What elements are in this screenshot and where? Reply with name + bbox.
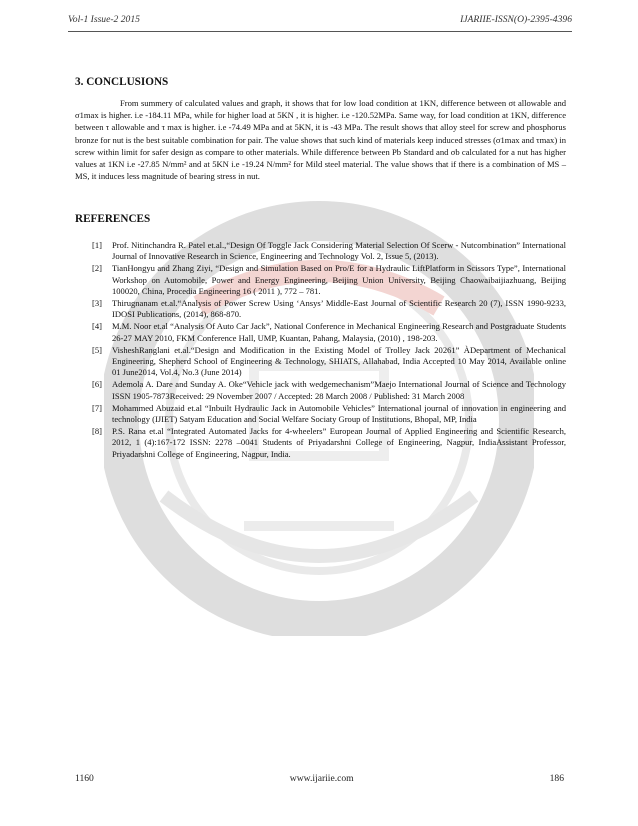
reference-number: [2] (92, 263, 102, 274)
reference-item (92, 298, 566, 320)
reference-number: [7] (92, 402, 102, 413)
reference-text: Ademola A. Dare and Sunday A. Oke“Vehicle jack with wedgemechanism”Maejo International Journal of Science and Technology ISSN 1905-7873Received: 29 November 2007 / Accepted: 28 March 2008 / Published: 31 March 2008 (112, 379, 566, 401)
journal-issn: IJARIIE-ISSN(O)-2395-4396 (460, 14, 572, 25)
reference-item (92, 240, 566, 262)
page-number-left: 1160 (75, 773, 94, 784)
reference-text: M.M. Noor et.al “Analysis Of Auto Car Jack”, National Conference in Mechanical Engineering Research and Postgraduate Students 26-27 MAY 2010, FKM Conference Hall, UMP, Kuantan, Pahang, Malaysia, (2010) , 198-203. (112, 321, 566, 343)
journal-volume: Vol-1 Issue-2 2015 (68, 14, 140, 25)
reference-item (92, 321, 566, 343)
reference-text: Mohammed Abuzaid et.al “Inbuilt Hydraulic Jack in Automobile Vehicles” International journal of innovation in engineering and technology (IJIET) Satyam Education and Social Welfare Sociaty Group of Institutions, Bhopal, MP, India (112, 402, 566, 425)
reference-item (92, 263, 566, 297)
reference-text: TianHongyu and Zhang Ziyi, “Design and Simulation Based on Pro/E for a Hydraulic LiftPlatform in Scissors Type”, International Workshop on Automobile, Power and Energy Engineering, Beijing Union University, Beijing Chaowaibaijiazhuang, Beijing 100020, China, Procedia Engineering 16 ( 2011 ), 772 – 781. (112, 263, 566, 296)
references-heading: REFERENCES (75, 213, 151, 225)
conclusions-heading: 3. CONCLUSIONS (75, 76, 169, 88)
reference-number: [1] (92, 240, 102, 250)
conclusions-paragraph: From summery of calculated values and graph, it shows that for low load condition at 1KN, difference between σt allowable and σ1max is higher. i.e -184.11 MPa, while for higher load at 5KN , it is higher. i.e -120.52MPa. Same way, for load condition at 1KN, difference between τ allowable and τ max is higher. i.e -74.49 MPa and at 5KN, it is -43 MPa. The result shows that alloy steel for screw and phosphorus bronze for nut is the best suitable combination for pair. The value shows that such kind of materials keep induced stresses (σ1max and τmax) in screw within limit for safer design as compare to other materials. While difference between Pb Standard and σb calculated for a nut has higher values at 1KN i.e -27.85 N/mm² and at 5KN i.e -19.24 N/mm² for Mild steel material. The value shows that if there is a combination of MS – MS, it induces less magnitude of bearing stress in nut. (75, 98, 566, 182)
reference-text: VisheshRanglani et.al.“Design and Modification in the Existing Model of Trolley Jack 20261” ÀDepartment of Mechanical Engineering, Shepherd School of Engineering & Technology, SHIATS, Allahabad, India Accepted 10 May 2014, Available online 01 June2014, Vol.4, No.3 (June 2014) (112, 344, 566, 378)
reference-item (92, 403, 566, 425)
reference-number: [5] (92, 344, 102, 355)
reference-number: [6] (92, 379, 102, 390)
page-footer (75, 773, 564, 784)
reference-text: Prof. Nitinchandra R. Patel et.al.,“Design Of Toggle Jack Considering Material Selection Of Scerw - Nutcombination” International Journal of Innovative Research in Science, Engineering and Technology Vol. 2, Issue 5, (2013). (112, 240, 566, 262)
reference-item (92, 379, 566, 401)
reference-text: P.S. Rana et.al “Integrated Automated Jacks for 4-wheelers” European Journal of Applied Engineering and Scientific Research, 2012, 1 (4):167-172 ISSN: 2278 –0041 Students of Priyadarshni College of Engineering, Nagpur, IndiaAssistant Professor, Priyadarshni College of Engineering, Nagpur, India. (112, 426, 566, 459)
reference-text: Thirugnanam et.al.“Analysis of Power Screw Using ‘Ansys’ Middle-East Journal of Scientific Research 20 (7), ISSN 1990-9233, IDOSI Publications, (2014), 868-870. (112, 298, 566, 320)
journal-website: www.ijariie.com (289, 773, 354, 784)
reference-number: [4] (92, 321, 102, 332)
reference-number: [8] (92, 426, 102, 437)
reference-item (92, 345, 566, 379)
reference-item (92, 426, 566, 460)
reference-number: [3] (92, 298, 102, 309)
header-divider (68, 31, 572, 32)
page-header (68, 14, 572, 28)
page-number-right: 186 (549, 773, 564, 784)
references-list (92, 240, 566, 461)
